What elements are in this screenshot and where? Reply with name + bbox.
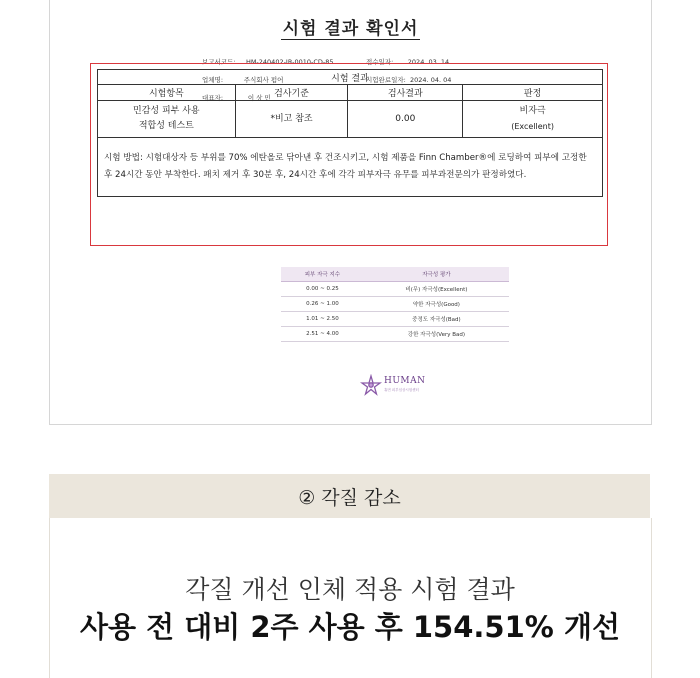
result-headline: 사용 전 대비 2주 사용 후 154.51% 개선 (80, 610, 620, 644)
result-table (97, 69, 603, 197)
logo-name: HUMAN (384, 376, 426, 386)
section-title: ② 각질 감소 (298, 486, 401, 509)
certificate-title: 시험 결과 확인서 (282, 19, 419, 39)
table-row: 0.26 ~ 1.00 약한 자극성(Good) (281, 297, 509, 312)
table-row: 0.00 ~ 0.25 비(무) 자극성(Excellent) (281, 282, 509, 297)
report-no: 보고서코드: HM-240402-IR-0010-CD-85 (202, 58, 334, 66)
cell-verdict: 비자극 (Excellent) (463, 101, 603, 138)
flower-logo-icon (360, 374, 382, 396)
section-header-keratin (49, 474, 650, 518)
table-row: 1.01 ~ 2.50 중정도 자극성(Bad) (281, 312, 509, 327)
cell-test-item: 민감성 피부 사용 적합성 테스트 (98, 101, 236, 138)
completed-date: 시험완료일자: 2024. 04. 04 (366, 76, 452, 84)
irritation-score-table (281, 267, 509, 342)
header-test-item: 시험항목 (98, 85, 236, 101)
result-subtitle: 각질 개선 인체 적용 시험 결과 (185, 575, 515, 604)
representative: 대표자: 이 상 민 (202, 94, 271, 102)
result-table-title: 시험 결과 (98, 70, 603, 85)
score-header-index: 피부 자극 지수 (281, 267, 364, 282)
header-standard: 검사기준 (235, 85, 348, 101)
received-date: 접수일자: 2024. 03. 14 (366, 58, 450, 66)
score-header-evaluation: 자극성 평가 (364, 267, 509, 282)
header-result: 검사결과 (348, 85, 463, 101)
cell-standard: *비고 참조 (235, 101, 348, 138)
logo-subtitle: 휴먼 피부임상시험센터 (384, 388, 419, 392)
header-verdict: 판정 (463, 85, 603, 101)
human-logo (360, 372, 440, 400)
company: 업체명: 주식회사 펌어 (202, 76, 284, 84)
cell-result-value: 0.00 (348, 101, 463, 138)
test-result-certificate (49, 0, 652, 425)
test-method-note: 시험 방법: 시험대상자 등 부위를 70% 에탄올로 닦아낸 후 건조시키고, 시험 제품을 Finn Chamber®에 로딩하여 피부에 고정한 후 24시간 동안 부착한다. 패치 제거 후 30분 후, 24시간 후에 각각 피부자극 유무를 피부과전문의가 판정하였다. (98, 138, 603, 197)
table-row: 2.51 ~ 4.00 강한 자극성(Very Bad) (281, 327, 509, 342)
